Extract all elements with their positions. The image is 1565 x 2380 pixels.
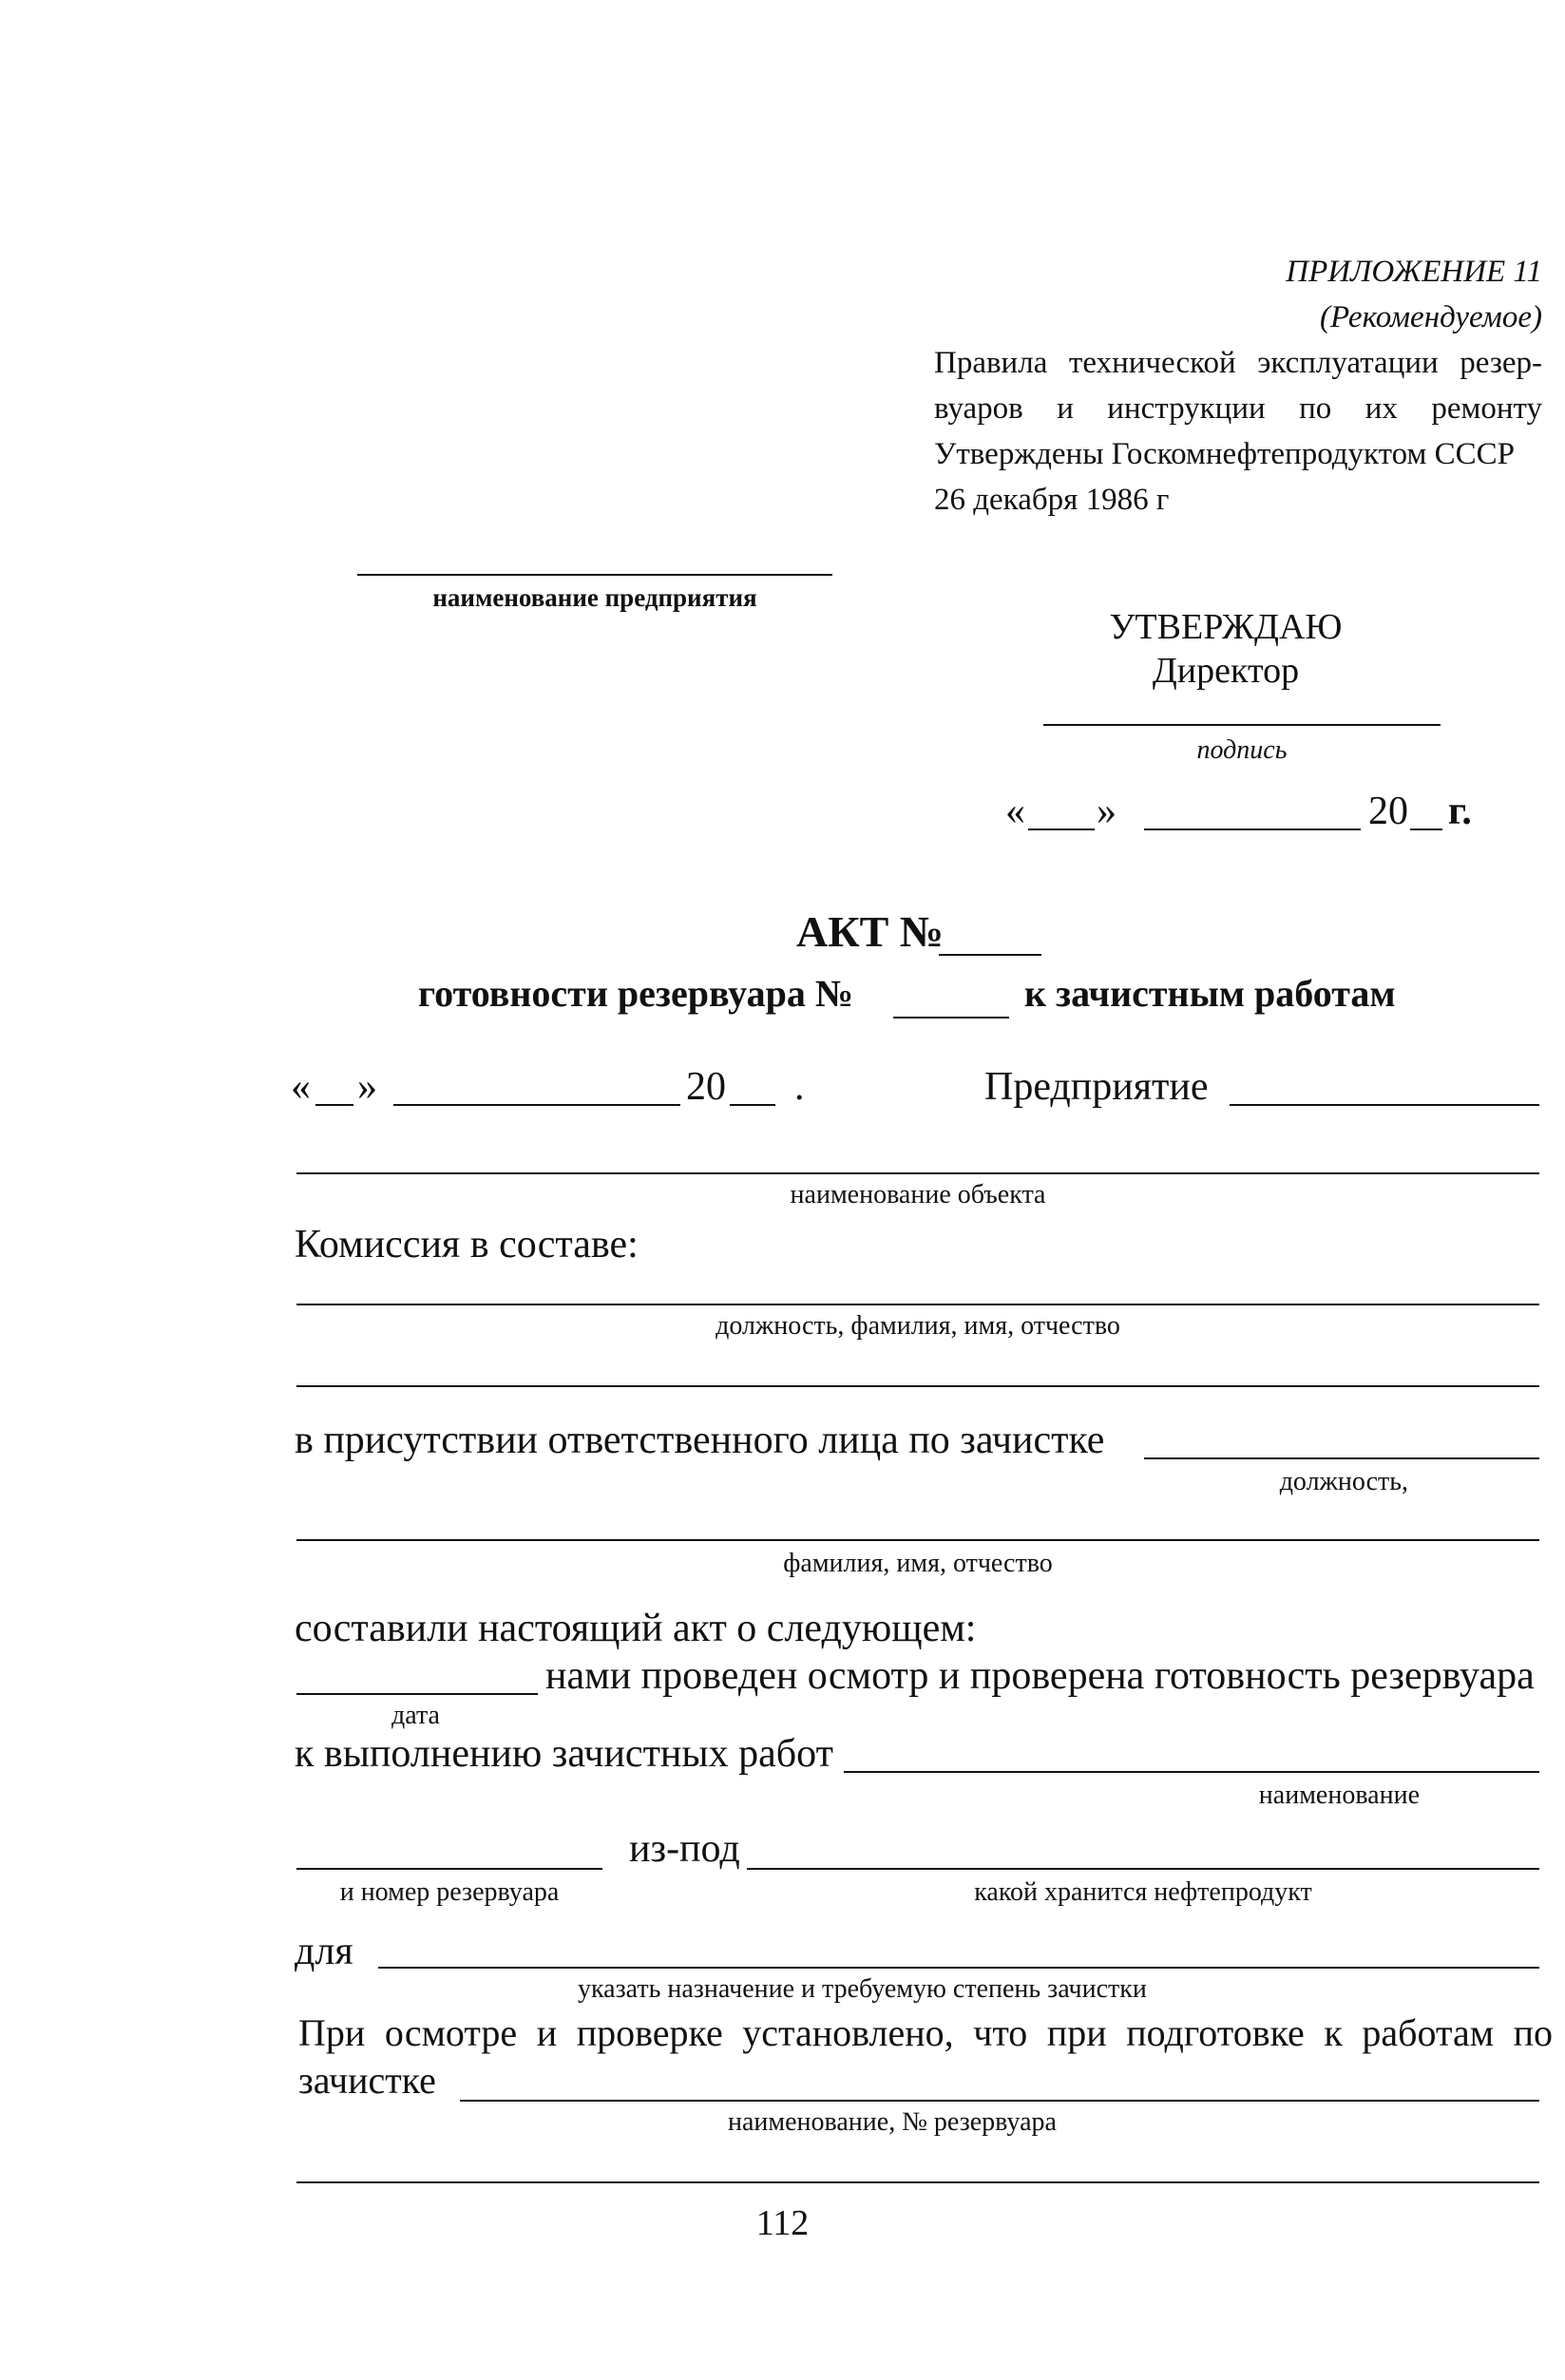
enterprise-caption: наименование предприятия bbox=[432, 583, 757, 612]
enterprise-name-line bbox=[357, 574, 832, 576]
approval-date-close: » bbox=[1097, 790, 1116, 833]
tank-caption: наименование, № резервуара bbox=[728, 2107, 1057, 2137]
signature-line bbox=[1043, 724, 1441, 726]
member-caption: должность, фамилия, имя, отчество bbox=[716, 1311, 1120, 1341]
approved-date: 26 декабря 1986 г bbox=[934, 483, 1170, 517]
approval-date-open: « bbox=[1005, 790, 1025, 833]
form-day-line bbox=[315, 1104, 353, 1106]
enterprise-label: Предприятие bbox=[984, 1065, 1209, 1109]
recommended-note: (Рекомендуемое) bbox=[1319, 300, 1542, 334]
page-number: 112 bbox=[755, 2203, 810, 2243]
enterprise-line bbox=[1230, 1104, 1539, 1106]
tank-number-caption: и номер резервуара bbox=[339, 1877, 560, 1907]
commission-extra-line bbox=[296, 1385, 1539, 1387]
act-number-line bbox=[939, 954, 1041, 956]
form-date-open: « bbox=[291, 1065, 311, 1109]
compiled-label: составили настоящий акт о следующем: bbox=[295, 1607, 977, 1650]
product-caption: какой хранится нефтепродукт bbox=[974, 1877, 1312, 1907]
object-name-line bbox=[296, 1172, 1539, 1174]
fullname-caption: фамилия, имя, отчество bbox=[783, 1549, 1053, 1578]
act-subtitle-a: готовности резервуара № bbox=[418, 972, 854, 1015]
responsible-name-line bbox=[296, 1539, 1539, 1541]
form-year: 20 bbox=[686, 1065, 726, 1109]
tank-number-entry-line bbox=[296, 1868, 602, 1870]
date-caption: дата bbox=[391, 1701, 440, 1730]
approval-month-line bbox=[1144, 828, 1361, 830]
presence-label: в присутствии ответственного лица по зачистке bbox=[295, 1418, 1105, 1462]
cleaning-name-line bbox=[844, 1771, 1539, 1773]
act-subtitle-b: к зачистным работам bbox=[1024, 972, 1396, 1015]
act-title: АКТ № bbox=[796, 907, 944, 956]
inspection-text: нами проведен осмотр и проверена готовность резервуара bbox=[545, 1654, 1535, 1698]
purpose-line bbox=[378, 1967, 1539, 1969]
name-caption: наименование bbox=[1258, 1780, 1420, 1810]
purpose-caption: указать назначение и требуемую степень зачистки bbox=[578, 1974, 1147, 2004]
tank-number-line bbox=[893, 1017, 1009, 1019]
form-year-line bbox=[730, 1104, 775, 1106]
director-label: Директор bbox=[1152, 651, 1300, 691]
approval-day-line bbox=[1028, 828, 1095, 830]
from-under-label: из-под bbox=[629, 1827, 740, 1871]
for-label: для bbox=[295, 1930, 353, 1973]
form-date-close: » bbox=[357, 1065, 377, 1109]
approved-by: Утверждены Госкомнефтепродуктом СССР bbox=[934, 437, 1516, 471]
rules-line-1: Правила технической эксплуатации резер- bbox=[934, 346, 1542, 380]
finding-line-1: При осмотре и проверке установлено, что при подготовке к работам по bbox=[298, 2011, 1553, 2054]
form-month-line bbox=[393, 1104, 680, 1106]
rules-line-2: вуаров и инструкции по их ремонту bbox=[934, 391, 1542, 426]
approve-label: УТВЕРЖДАЮ bbox=[1109, 607, 1343, 647]
responsible-position-line bbox=[1144, 1457, 1539, 1459]
inspection-date-line bbox=[296, 1693, 538, 1695]
position-caption: должность, bbox=[1279, 1467, 1408, 1496]
commission-member-line bbox=[296, 1304, 1539, 1305]
commission-label: Комиссия в составе: bbox=[295, 1223, 639, 1266]
cleaning-label: к выполнению зачистных работ bbox=[295, 1732, 833, 1776]
product-line bbox=[747, 1868, 1539, 1870]
approval-year: 20 bbox=[1368, 790, 1408, 833]
finding-line-2: зачистке bbox=[298, 2059, 436, 2102]
approval-year-suffix: г. bbox=[1448, 790, 1472, 833]
final-line bbox=[296, 2181, 1539, 2183]
signature-caption: подпись bbox=[1196, 735, 1288, 765]
appendix-number: ПРИЛОЖЕНИЕ 11 bbox=[1286, 255, 1542, 289]
approval-year-line bbox=[1410, 828, 1442, 830]
form-dot: . bbox=[794, 1065, 805, 1109]
tank-name-line bbox=[460, 2100, 1539, 2102]
object-caption: наименование объекта bbox=[790, 1180, 1046, 1209]
appendix-header bbox=[934, 249, 1542, 523]
